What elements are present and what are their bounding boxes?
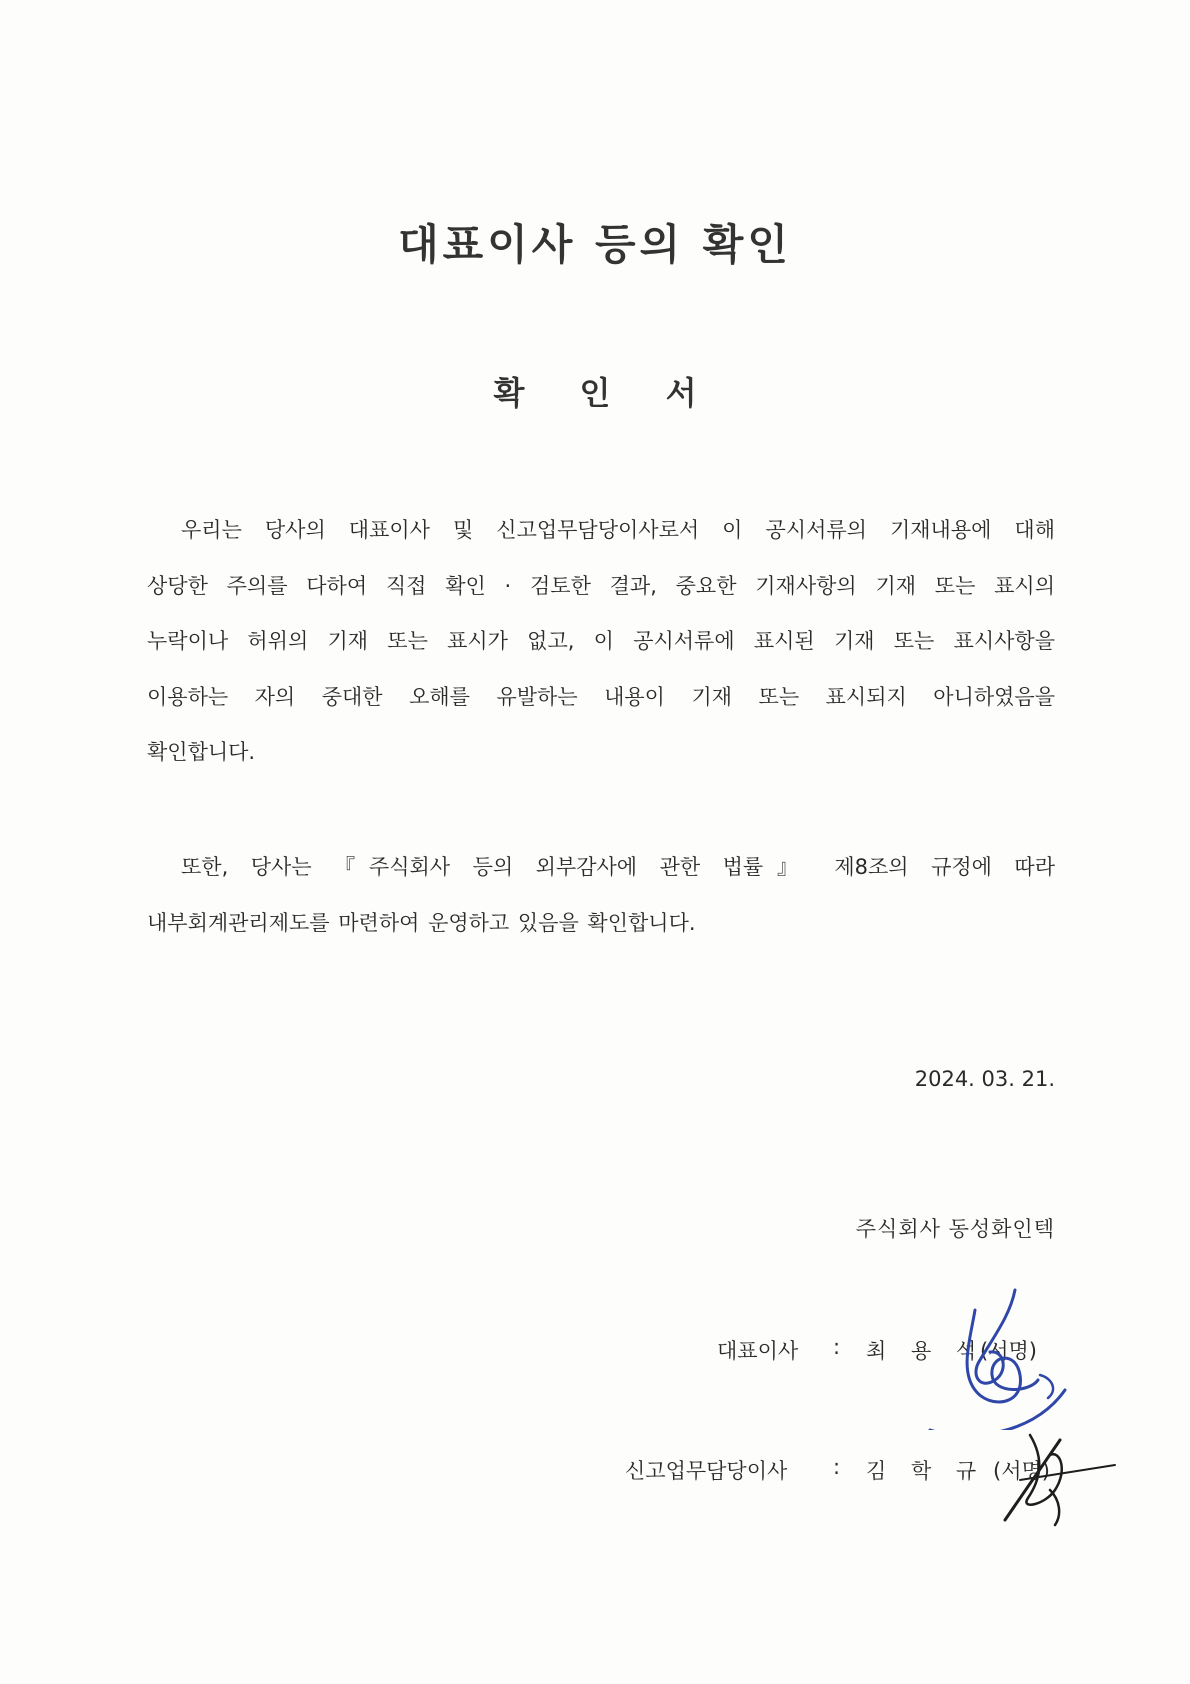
paragraph-line: 내부회계관리제도를 마련하여 운영하고 있음을 확인합니다.	[147, 910, 696, 935]
signatory-role: 신고업무담당이사	[625, 1459, 788, 1483]
company-name: 주식회사 동성화인텍	[855, 1217, 1055, 1241]
paragraph-line: 우리는 당사의 대표이사 및 신고업무담당이사로서 이 공시서류의 기재내용에 대해	[181, 518, 1055, 542]
signatory-colon: :	[833, 1335, 841, 1359]
paragraph-line: 상당한 주의를 다하여 직접 확인 · 검토한 결과, 중요한 기재사항의 기재 또는 표시의	[147, 573, 1055, 598]
paragraph-line: 누락이나 허위의 기재 또는 표시가 없고, 이 공시서류에 표시된 기재 또는 표시사항을	[147, 629, 1055, 653]
document-subtitle: 확 인 서	[493, 374, 719, 412]
internal-control-paragraph	[147, 840, 1055, 951]
signature-label: (서명)	[980, 1339, 1037, 1363]
signatory-colon: :	[833, 1455, 841, 1479]
paragraph-line: 이용하는 자의 중대한 오해를 유발하는 내용이 기재 또는 표시되지 아니하였음을	[147, 684, 1055, 709]
paragraph-line: 또한, 당사는 『주식회사 등의 외부감사에 관한 법률』 제8조의 규정에 따라	[181, 855, 1055, 879]
confirmation-paragraph	[147, 503, 1055, 781]
paragraph-line: 확인합니다.	[147, 740, 256, 764]
officer-signature-row	[0, 1455, 1190, 1495]
signature-label: (서명)	[993, 1459, 1050, 1483]
signatory-name: 최 용 석	[866, 1339, 986, 1363]
document-title: 대표이사 등의 확인	[398, 220, 792, 269]
signatory-role: 대표이사	[717, 1339, 799, 1363]
signatory-name: 김 학 규	[866, 1459, 986, 1483]
ceo-signature-row	[0, 1335, 1190, 1375]
document-date: 2024. 03. 21.	[914, 1067, 1055, 1091]
